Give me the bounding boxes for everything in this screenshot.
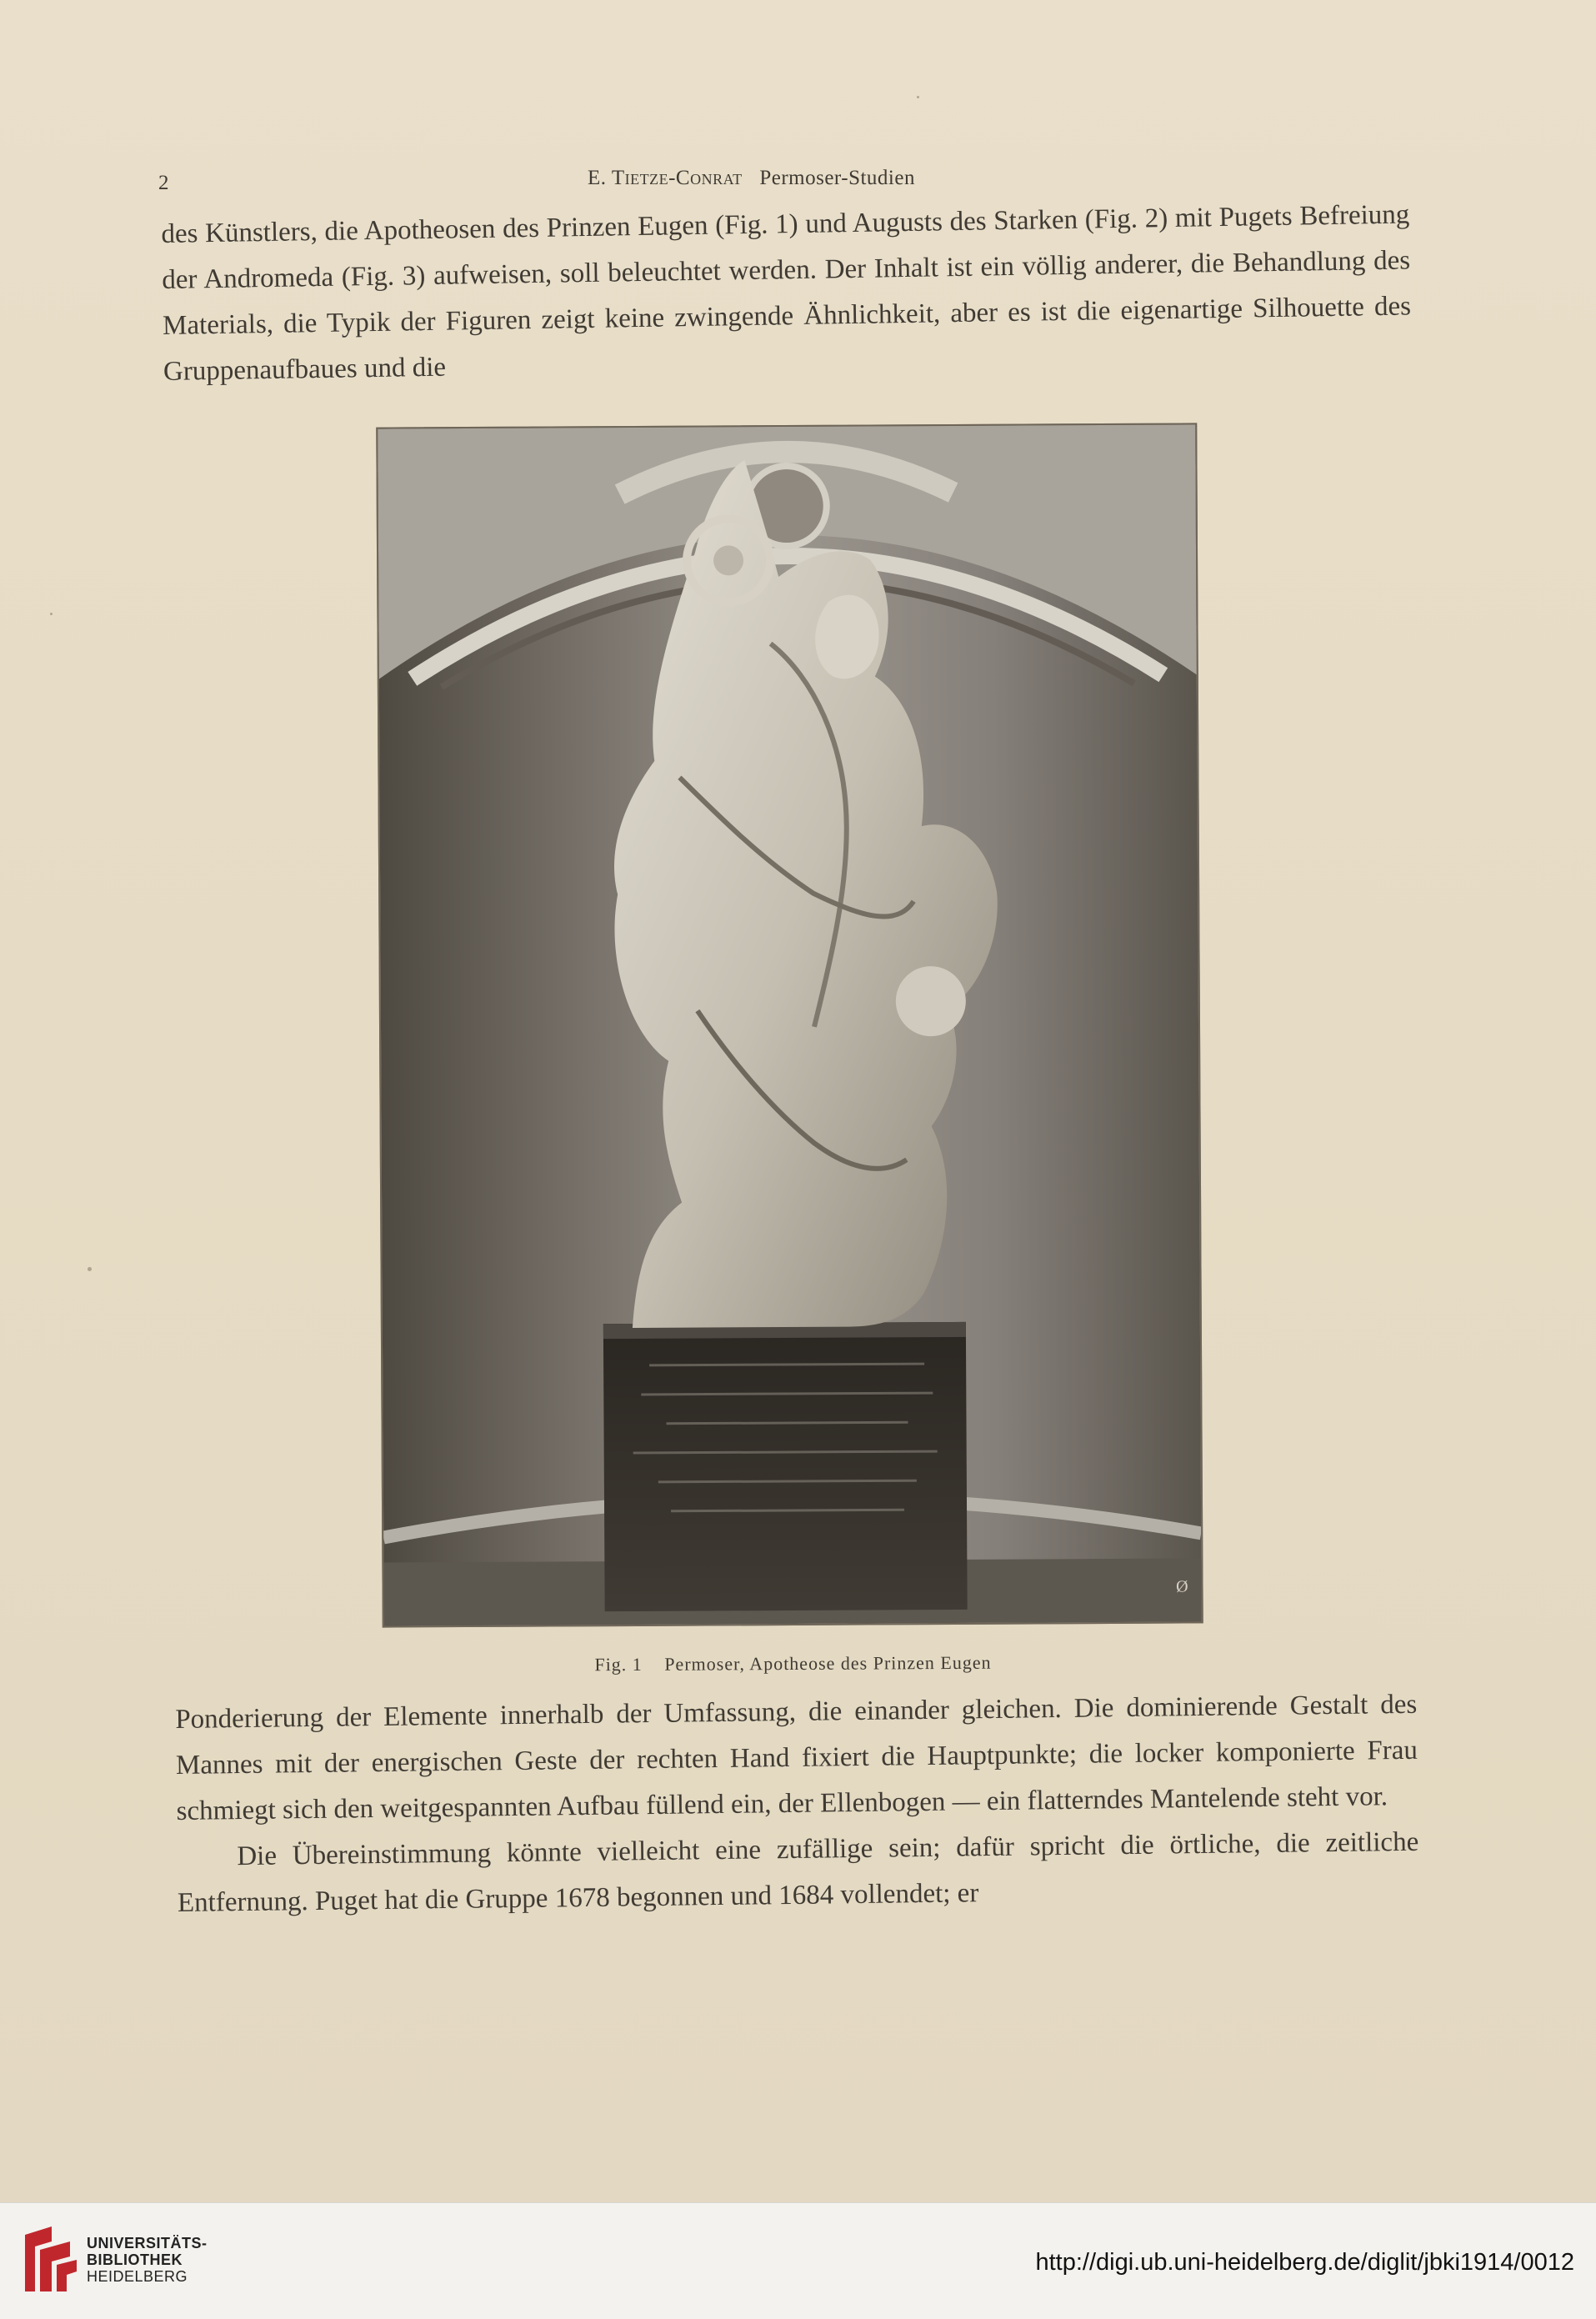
running-head-title: Permoser-Studien: [759, 167, 915, 189]
library-name: [87, 2235, 208, 2285]
paper-speck: [50, 613, 53, 615]
digitization-footer: [0, 2202, 1596, 2319]
sculpture-photograph: [378, 424, 1202, 1625]
paper-speck: [917, 96, 919, 98]
library-name-line-3: HEIDELBERG: [87, 2268, 188, 2285]
page-number: 2: [158, 172, 169, 194]
figure-caption-text: Permoser, Apotheose des Prinzen Eugen: [664, 1651, 992, 1675]
figure-label: Fig. 1: [594, 1653, 643, 1675]
photo-plate: [376, 423, 1203, 1627]
paragraph-2: Die Übereinstimmung könnte vielleicht eine zufällige sein; dafür spricht die örtliche, die zeitliche Entfernung. Puget hat die Gruppe 1678 begonnen und 1684 vollendet; er: [177, 1826, 1419, 1918]
figure-1: [376, 423, 1203, 1675]
source-url-link[interactable]: http://digi.ub.uni-heidelberg.de/diglit/jbki1914/0012: [1035, 2249, 1574, 2276]
running-head-author: E. Tietze-Conrat: [588, 167, 743, 189]
paper-speck: [88, 1267, 92, 1271]
paragraph-top: des Künstlers, die Apotheosen des Prinzen Eugen (Fig. 1) und Augusts des Starken (Fig. 2) mit Pugets Befreiung der Andromeda (Fig. 3) aufweisen, soll beleuchtet werden. Der Inhalt ist ein völlig anderer, die Behandlung des Materials, die Typik der Figuren zeigt keine zwingende Ähnlichkeit, aber es ist die eigenartige Silhouette des Gruppenaufbaues und die: [161, 199, 1412, 387]
ub-heidelberg-logo-icon[interactable]: [18, 2225, 78, 2293]
svg-text:Ø: Ø: [1176, 1577, 1188, 1596]
running-title: [588, 167, 915, 190]
body-text-top: [161, 192, 1412, 395]
paragraph-1: Ponderierung der Elemente innerhalb der Umfassung, die einander gleichen. Die dominierende Gestalt des Mannes mit der energischen Geste der rechten Hand fixiert die Hauptpunkte; die locker komponierte Frau schmiegt sich den weitgespannten Aufbau füllend ein, der Ellenbogen — ein flatterndes Mantelende steht vor.: [175, 1689, 1418, 1826]
figure-caption: [383, 1650, 1203, 1676]
library-name-line-2: BIBLIOTHEK: [87, 2251, 183, 2268]
body-text-bottom: [175, 1682, 1419, 1926]
library-name-line-1: UNIVERSITÄTS-: [87, 2235, 208, 2251]
